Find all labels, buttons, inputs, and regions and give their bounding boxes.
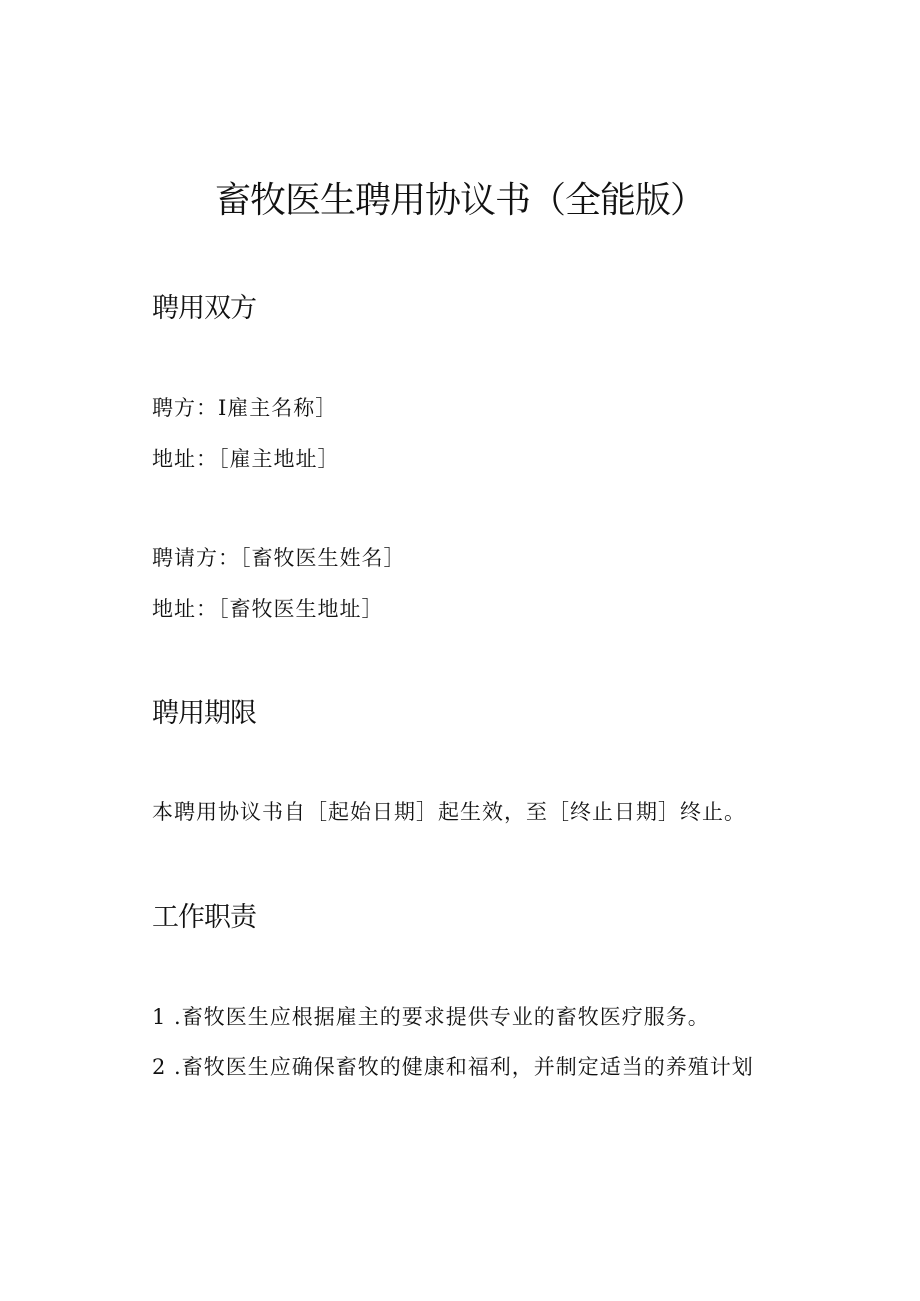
section-heading-term: 聘用期限 [152,698,256,729]
section-heading-parties: 聘用双方 [152,293,256,324]
duty-item-2: 2 .畜牧医生应确保畜牧的健康和福利，并制定适当的养殖计划 [152,1055,754,1079]
duty-item-1: 1 .畜牧医生应根据雇主的要求提供专业的畜牧医疗服务。 [152,1005,710,1029]
section-heading-duties: 工作职责 [152,902,256,933]
employer-address-line: 地址：［雇主地址］ [152,447,340,471]
employer-name-line: 聘方：I雇主名称］ [152,396,338,420]
employee-name-line: 聘请方：［畜牧医生姓名］ [152,546,406,570]
employee-address-line: 地址：［畜牧医生地址］ [152,597,384,621]
document-title: 畜牧医生聘用协议书（全能版） [214,180,705,221]
term-text: 本聘用协议书自［起始日期］起生效，至［终止日期］终止。 [152,800,746,824]
